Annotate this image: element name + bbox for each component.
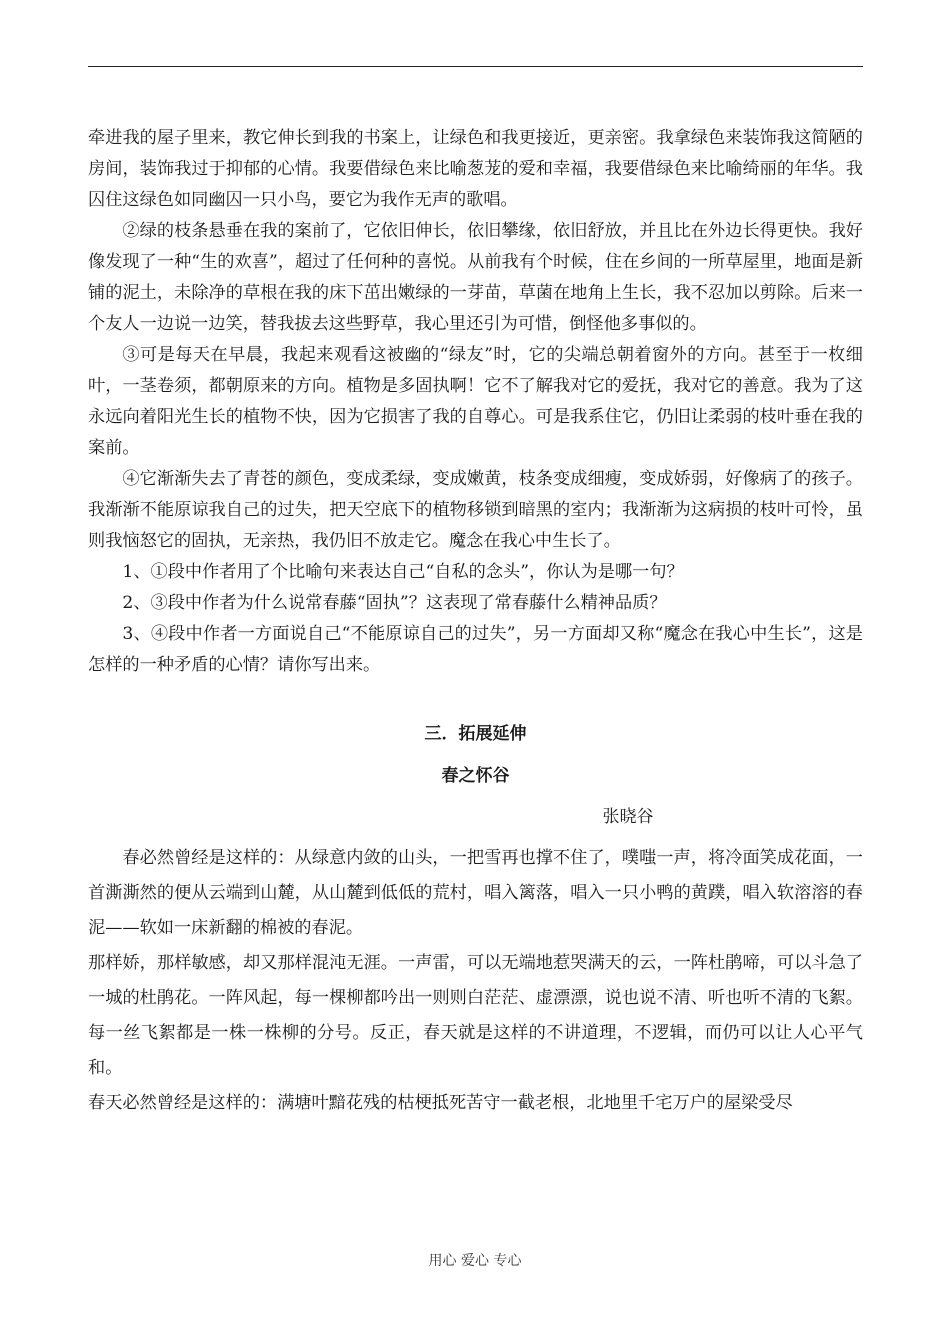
page-footer: 用心 爱心 专心 [428, 1253, 522, 1269]
question-1: 1、①段中作者用了个比喻句来表达自己“自私的念头”，你认为是哪一句？ [122, 562, 684, 582]
section-heading: 三．拓展延伸 [424, 724, 527, 744]
question-2: 2、③段中作者为什么说常春藤“固执”？这表现了常春藤什么精神品质？ [122, 593, 667, 613]
extension-article [88, 841, 863, 1121]
article-title: 春之怀谷 [441, 766, 510, 786]
passage-paragraph-4: ④它渐渐失去了青苍的颜色，变成柔绿，变成嫩黄，枝条变成细瘦，变成娇弱，好像病了的孩子。我渐渐不能原谅我自己的过失，把天空底下的植物移锁到暗黑的室内；我渐渐为这病损的枝叶可怜，虽则我恼怒它的固执，无亲热，我仍旧不放走它。魔念在我心中生长了。 [88, 469, 863, 551]
passage-paragraph-3: ③可是每天在早晨，我起来观看这被幽的“绿友”时，它的尖端总朝着窗外的方向。甚至于一枚细叶，一茎卷须，都朝原来的方向。植物是多固执啊！它不了解我对它的爱抚，我对它的善意。我为了这永远向着阳光生长的植物不快，因为它损害了我的自尊心。可是我系住它，仍旧让柔弱的枝叶垂在我的案前。 [88, 345, 863, 458]
passage-paragraph-1: 牵进我的屋子里来，教它伸长到我的书案上，让绿色和我更接近，更亲密。我拿绿色来装饰我这简陋的房间，装饰我过于抑郁的心情。我要借绿色来比喻葱茏的爱和幸福，我要借绿色来比喻绮丽的年华。我囚住这绿色如同幽囚一只小鸟，要它为我作无声的歌唱。 [88, 128, 863, 210]
article-author-wrap [0, 802, 950, 827]
reading-passage [88, 123, 863, 681]
article-paragraph-2: 那样娇，那样敏感，却又那样混沌无涯。一声雷，可以无端地惹哭满天的云，一阵杜鹃啼，可以斗急了一城的杜鹃花。一阵风起，每一棵柳都吟出一则则白茫茫、虚漂漂，说也说不清、听也听不清的飞絮。每一丝飞絮都是一株一株柳的分号。反正，春天就是这样的不讲道理，不逻辑，而仍可以让人心平气和。 [88, 953, 863, 1078]
header-rule [88, 66, 863, 67]
question-3: 3、④段中作者一方面说自己“不能原谅自己的过失”，另一方面却又称“魔念在我心中生长”，这是怎样的一种矛盾的心情？请你写出来。 [88, 624, 863, 675]
passage-paragraph-2: ②绿的枝条悬垂在我的案前了，它依旧伸长，依旧攀缘，依旧舒放，并且比在外边长得更快。我好像发现了一种“生的欢喜”，超过了任何种的喜悦。从前我有个时候，住在乡间的一所草屋里，地面是新铺的泥土，未除净的草根在我的床下茁出嫩绿的一芽苗，草菌在地角上生长，我不忍加以剪除。后来一个友人一边说一边笑，替我拔去这些野草，我心里还引为可惜，倒怪他多事似的。 [88, 221, 863, 334]
article-paragraph-3: 春天必然曾经是这样的：满塘叶黯花残的枯梗抵死苦守一截老根，北地里千宅万户的屋梁受尽 [88, 1093, 793, 1113]
article-paragraph-1: 春必然曾经是这样的：从绿意内敛的山头，一把雪再也撑不住了，噗嗤一声，将冷面笑成花面，一首澌澌然的便从云端到山麓，从山麓到低低的荒村，唱入篱落，唱入一只小鸭的黄蹼，唱入软溶溶的春泥——软如一床新翻的棉被的春泥。 [88, 848, 863, 938]
article-author: 张晓谷 [602, 807, 654, 827]
